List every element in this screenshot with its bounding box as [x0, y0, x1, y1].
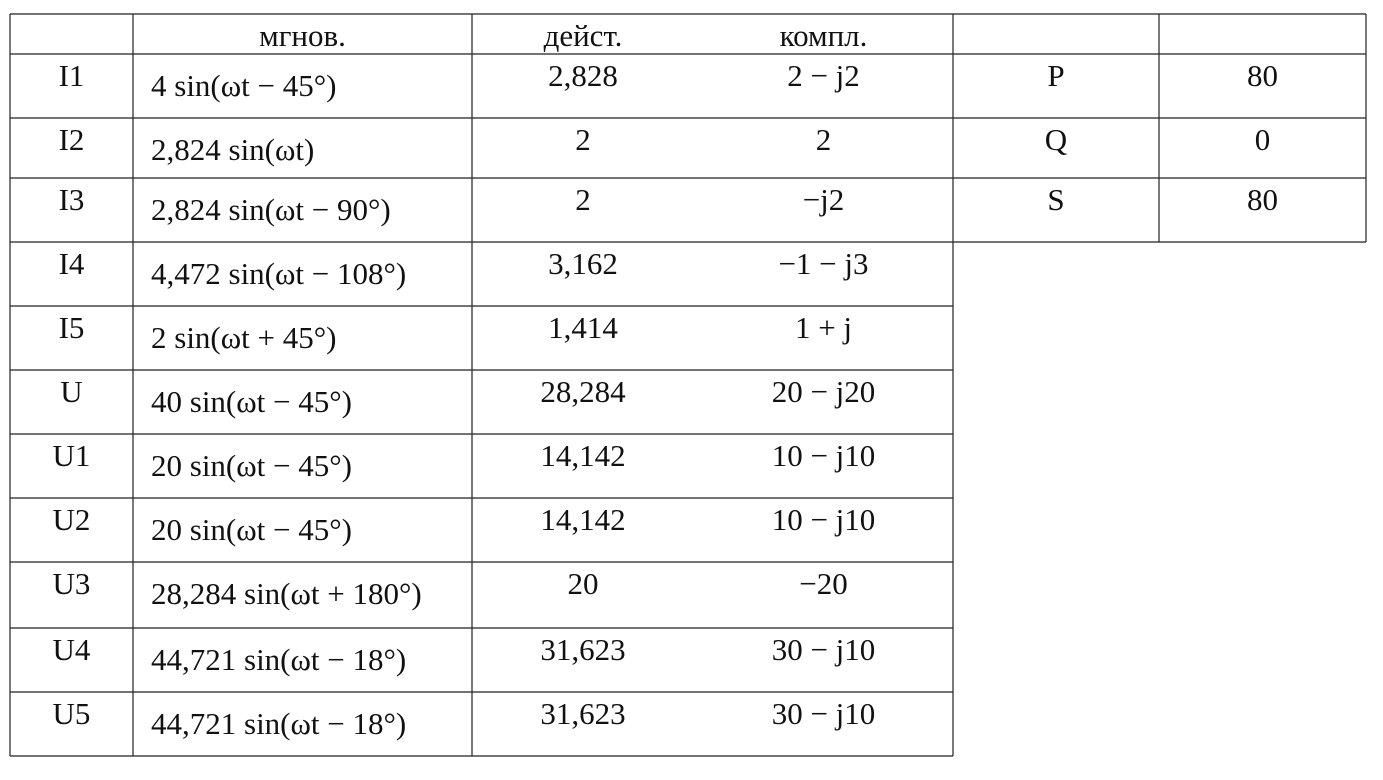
row-name: I3 [58, 182, 85, 217]
row-complex: 2 [815, 122, 832, 157]
row-complex: 1 + j [794, 310, 853, 345]
header-complex: компл. [779, 18, 868, 53]
row-name: U3 [52, 566, 91, 601]
power-value: 80 [1247, 182, 1278, 217]
row-instantaneous: 2,824 sin(ωt) [151, 132, 315, 167]
row-effective: 1,414 [548, 310, 618, 345]
row-complex: 2 − j2 [787, 58, 860, 93]
row-complex: −20 [799, 566, 848, 601]
row-name: U2 [52, 502, 91, 537]
row-name: U4 [52, 632, 91, 667]
row-instantaneous: 4,472 sin(ωt − 108°) [151, 256, 407, 291]
row-complex: −1 − j3 [778, 246, 869, 281]
row-effective: 14,142 [540, 438, 626, 473]
row-effective: 31,623 [540, 696, 626, 731]
row-effective: 3,162 [548, 246, 618, 281]
row-effective: 2,828 [548, 58, 618, 93]
power-value: 0 [1254, 122, 1271, 157]
row-complex: 10 − j10 [771, 438, 876, 473]
row-name: I4 [58, 246, 85, 281]
row-complex: −j2 [802, 182, 845, 217]
row-name: I1 [58, 58, 85, 93]
row-name: U [60, 374, 83, 409]
power-label: Q [1044, 122, 1068, 157]
header-effective: дейст. [543, 18, 623, 53]
header-instantaneous: мгнов. [259, 18, 346, 53]
power-value: 80 [1247, 58, 1278, 93]
row-name: U1 [52, 438, 91, 473]
row-effective: 28,284 [540, 374, 626, 409]
row-effective: 20 [567, 566, 599, 601]
row-effective: 14,142 [540, 502, 626, 537]
row-complex: 20 − j20 [771, 374, 876, 409]
row-name: U5 [52, 696, 91, 731]
row-name: I5 [58, 310, 85, 345]
row-instantaneous: 20 sin(ωt − 45°) [151, 448, 352, 483]
row-instantaneous: 28,284 sin(ωt + 180°) [151, 576, 422, 611]
row-instantaneous: 40 sin(ωt − 45°) [151, 384, 352, 419]
row-instantaneous: 2 sin(ωt + 45°) [151, 320, 337, 355]
row-effective: 2 [575, 122, 591, 157]
row-instantaneous: 44,721 sin(ωt − 18°) [151, 642, 407, 677]
power-label: S [1047, 182, 1065, 217]
row-complex: 30 − j10 [771, 632, 876, 667]
row-effective: 2 [575, 182, 591, 217]
row-instantaneous: 44,721 sin(ωt − 18°) [151, 706, 407, 741]
row-complex: 30 − j10 [771, 696, 876, 731]
row-name: I2 [58, 122, 85, 157]
power-label: P [1047, 58, 1065, 93]
row-effective: 31,623 [540, 632, 626, 667]
row-instantaneous: 20 sin(ωt − 45°) [151, 512, 352, 547]
row-instantaneous: 2,824 sin(ωt − 90°) [151, 192, 391, 227]
row-complex: 10 − j10 [771, 502, 876, 537]
row-instantaneous: 4 sin(ωt − 45°) [151, 68, 337, 103]
